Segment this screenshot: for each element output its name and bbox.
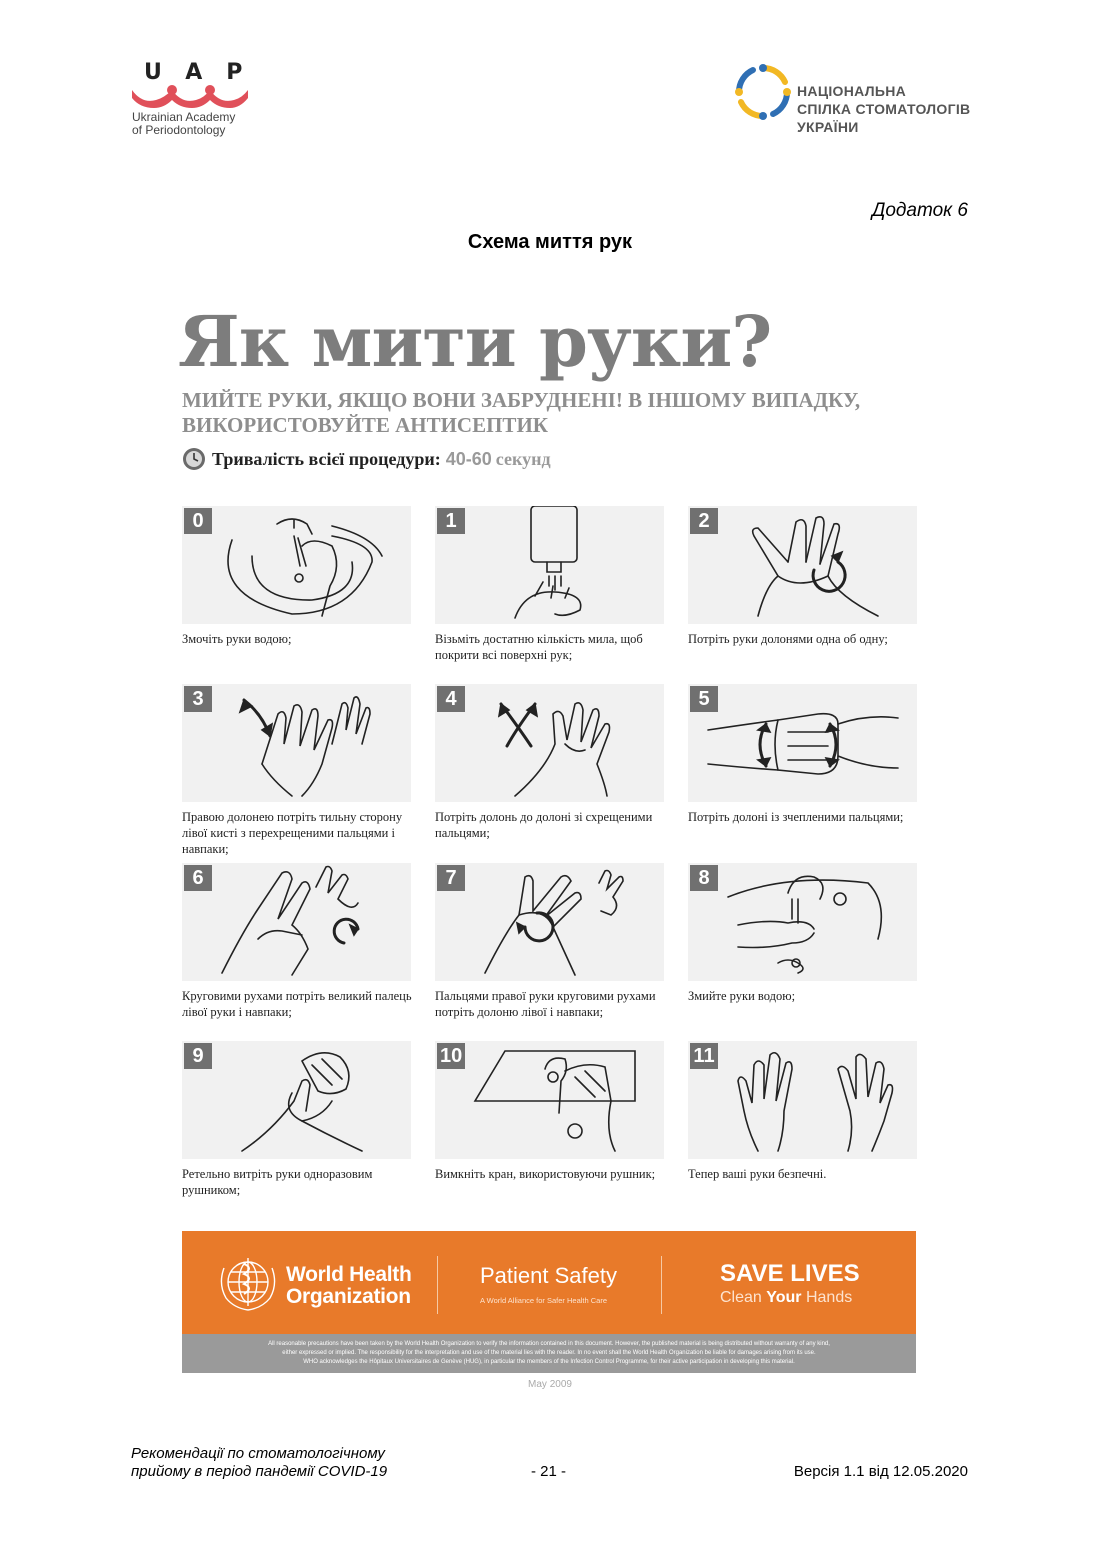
wet-hands-icon — [182, 506, 411, 624]
nss-line2: СПІЛКА СТОМАТОЛОГІВ — [797, 101, 971, 117]
step-caption: Змийте руки водою; — [688, 989, 796, 1003]
palm-to-palm-icon — [688, 506, 917, 624]
clean-hands-icon — [688, 1041, 917, 1159]
footer-left-line1: Рекомендації по стоматологічному — [131, 1445, 385, 1462]
step-caption: Візьміть достатню кількість мила, щоб покрити всі поверхні рук; — [435, 632, 643, 662]
uap-name — [132, 111, 235, 137]
step-panel — [435, 506, 664, 624]
uap-letters: UAP — [144, 60, 267, 85]
step-3 — [182, 684, 412, 857]
step-caption: Ретельно витріть руки одноразовим рушником; — [182, 1167, 373, 1197]
disclaimer-line1: All reasonable precautions have been taken by the World Health Organization to verify the information contained in this document. However, the published material is being distributed without warranty of any kind, — [268, 1341, 830, 1347]
footer-doc-name — [131, 1445, 387, 1481]
step-8 — [688, 863, 918, 1004]
save-lives-sub-c: Hands — [801, 1289, 853, 1306]
duration-row — [182, 447, 551, 471]
patient-safety-subtitle: A World Alliance for Safer Health Care — [480, 1296, 608, 1305]
disclaimer-line2: either expressed or implied. The responsibility for the interpretation and use of the material lies with the reader. In no event shall the World Health Organization be liable for damages arising from its use. — [282, 1350, 816, 1356]
step-1 — [435, 506, 665, 663]
step-caption: Тепер ваші руки безпечні. — [688, 1167, 827, 1181]
footer-version: Версія 1.1 від 12.05.2020 — [793, 1463, 968, 1480]
banner-divider — [437, 1256, 438, 1314]
step-4 — [435, 684, 665, 841]
step-number: 6 — [184, 865, 212, 891]
uap-name-line2: of Periodontology — [132, 123, 226, 137]
step-11 — [688, 1041, 918, 1182]
who-name-line2: Organization — [286, 1285, 411, 1308]
dry-hands-towel-icon — [182, 1041, 411, 1159]
step-caption: Змочіть руки водою; — [182, 632, 292, 646]
soap-dispenser-icon — [435, 506, 664, 624]
disclaimer-line3: WHO acknowledges the Hôpitaux Universitaires de Genève (HUG), in particular the members of the Infection Control Programme, for their active participation in developing this material. — [303, 1359, 795, 1365]
step-number: 11 — [690, 1043, 718, 1069]
appendix-label: Додаток 6 — [871, 200, 968, 221]
footer-left-line2: прийому в період пандемії COVID-19 — [131, 1463, 388, 1480]
nss-name — [797, 82, 970, 136]
step-2 — [688, 506, 918, 647]
step-5 — [688, 684, 918, 825]
nss-logo-icon — [733, 62, 793, 122]
step-number: 8 — [690, 865, 718, 891]
step-panel — [182, 1041, 411, 1159]
step-0 — [182, 506, 412, 647]
poster-date: May 2009 — [528, 1379, 572, 1390]
step-number: 4 — [437, 686, 465, 712]
step-number: 9 — [184, 1043, 212, 1069]
patient-safety-title: Patient Safety — [480, 1263, 617, 1288]
who-disclaimer — [182, 1334, 916, 1373]
step-caption: Правою долонею потріть тильну сторону лівої кисті з перехрещеними пальцями і навпаки; — [182, 810, 403, 856]
duration-unit: секунд — [495, 448, 551, 469]
step-10 — [435, 1041, 665, 1182]
step-panel — [435, 1041, 664, 1159]
step-panel — [435, 684, 664, 802]
clock-icon — [182, 447, 206, 471]
duration-value: 40-60 — [445, 448, 492, 469]
page-number: - 21 - — [531, 1463, 567, 1480]
step-caption: Пальцями правої руки круговими рухами потріть долоню лівої і навпаки; — [435, 989, 656, 1019]
save-lives-sub-b: Your — [766, 1289, 802, 1306]
step-number: 5 — [690, 686, 718, 712]
who-emblem-icon — [214, 1254, 282, 1312]
poster-title: Як мити руки? — [178, 300, 772, 383]
step-number: 10 — [437, 1043, 465, 1069]
step-number: 1 — [437, 508, 465, 534]
step-panel — [688, 506, 917, 624]
step-panel — [688, 684, 917, 802]
thumb-rub-icon — [182, 863, 411, 981]
doc-title: Схема миття рук — [467, 231, 633, 253]
step-panel — [435, 863, 664, 981]
step-9 — [182, 1041, 412, 1198]
step-panel — [182, 506, 411, 624]
who-name-line1: World Health — [286, 1263, 412, 1286]
interlocked-fingers-icon — [688, 684, 917, 802]
poster-subtitle: МИЙТЕ РУКИ, ЯКЩО ВОНИ ЗАБРУДНЕНІ! В ІНШОМУ ВИПАДКУ, ВИКОРИСТОВУЙТЕ АНТИСЕПТИК — [182, 388, 861, 437]
turn-off-tap-icon — [435, 1041, 664, 1159]
back-of-hands-icon — [182, 684, 411, 802]
nss-line3: УКРАЇНИ — [797, 119, 859, 135]
banner-divider — [661, 1256, 662, 1314]
step-number: 3 — [184, 686, 212, 712]
step-panel — [182, 863, 411, 981]
duration-label: Тривалість всієї процедури: — [212, 448, 441, 469]
uap-name-line1: Ukrainian Academy — [132, 110, 236, 124]
fingertips-rub-icon — [435, 863, 664, 981]
fingers-interlaced-icon — [435, 684, 664, 802]
step-number: 7 — [437, 865, 465, 891]
step-caption: Круговими рухами потріть великий палець лівої руки і навпаки; — [182, 989, 412, 1019]
step-caption: Потріть руки долонями одна об одну; — [688, 632, 888, 646]
save-lives-subtitle — [720, 1289, 852, 1307]
nss-line1: НАЦІОНАЛЬНА — [797, 83, 907, 99]
who-name — [286, 1264, 412, 1308]
rinse-hands-icon — [688, 863, 917, 981]
step-6 — [182, 863, 412, 1020]
step-panel — [182, 684, 411, 802]
step-panel — [688, 1041, 917, 1159]
save-lives-title: SAVE LIVES — [720, 1260, 860, 1287]
save-lives-sub-a: Clean — [720, 1289, 767, 1306]
step-caption: Вимкніть кран, використовуючи рушник; — [435, 1167, 656, 1181]
step-caption: Потріть долоні із зчепленими пальцями; — [688, 810, 904, 824]
step-panel — [688, 863, 917, 981]
step-caption: Потріть долонь до долоні зі схрещеними пальцями; — [435, 810, 653, 840]
step-number: 0 — [184, 508, 212, 534]
step-number: 2 — [690, 508, 718, 534]
step-7 — [435, 863, 665, 1020]
